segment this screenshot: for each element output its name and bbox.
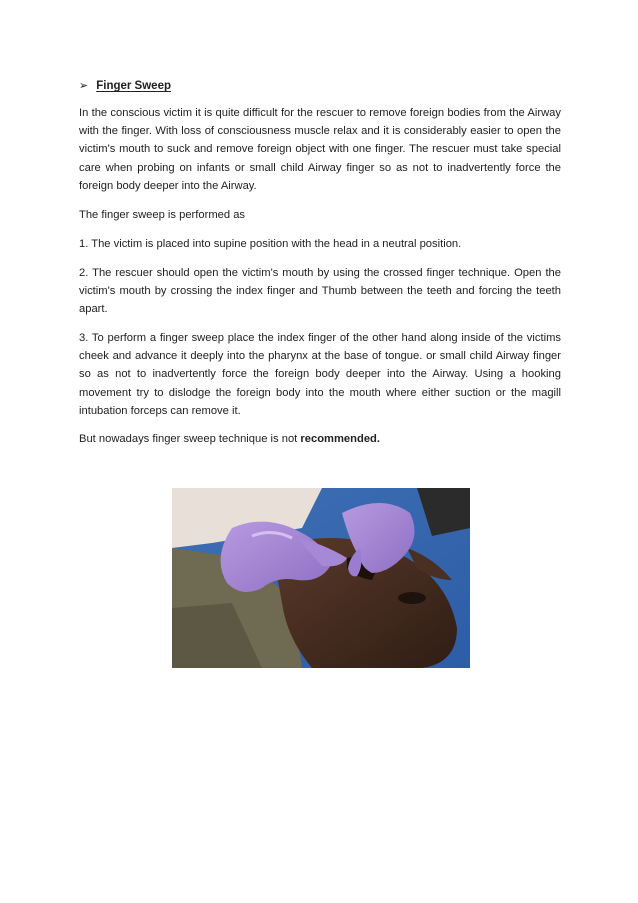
section-heading (79, 78, 171, 94)
step-1-paragraph: 1. The victim is placed into supine position with the head in a neutral position. (79, 238, 462, 250)
step-3-paragraph: 3. To perform a finger sweep place the index finger of the other hand along inside of the victims cheek and advance it deeply into the pharynx at the base of tongue. or small child Airway finger so as not to inadvertently force the foreign body deeper into the Airway. Using a hooking movement try to dislodge the foreign body into the mouth where either suction or the magill intubation forceps can remove it. (79, 332, 561, 417)
photo-illustration (172, 488, 470, 668)
closing-emphasis: recommended. (300, 433, 380, 445)
closing-text: But nowadays finger sweep technique is not (79, 433, 301, 445)
section-title: Finger Sweep (96, 80, 171, 92)
step-2-paragraph: 2. The rescuer should open the victim's mouth by using the crossed finger technique. Open the victim's mouth by crossing the index finger and Thumb between the teeth and forcing the teeth apart. (79, 267, 561, 316)
arrow-bullet-icon: ➢ (79, 80, 89, 92)
closing-paragraph (79, 430, 561, 448)
intro-paragraph: In the conscious victim it is quite difficult for the rescuer to remove foreign bodies from the Airway with the finger. With loss of consciousness muscle relax and it is considerably easier to open the victim's mouth to suck and remove foreign object with one finger. The rescuer must take special care when probing on infants or small child Airway finger so as not to inadvertently force the foreign body deeper into the Airway. (79, 107, 561, 192)
victim-eye (398, 592, 426, 604)
performed-as-paragraph: The finger sweep is performed as (79, 209, 246, 221)
finger-sweep-photo (172, 488, 470, 668)
